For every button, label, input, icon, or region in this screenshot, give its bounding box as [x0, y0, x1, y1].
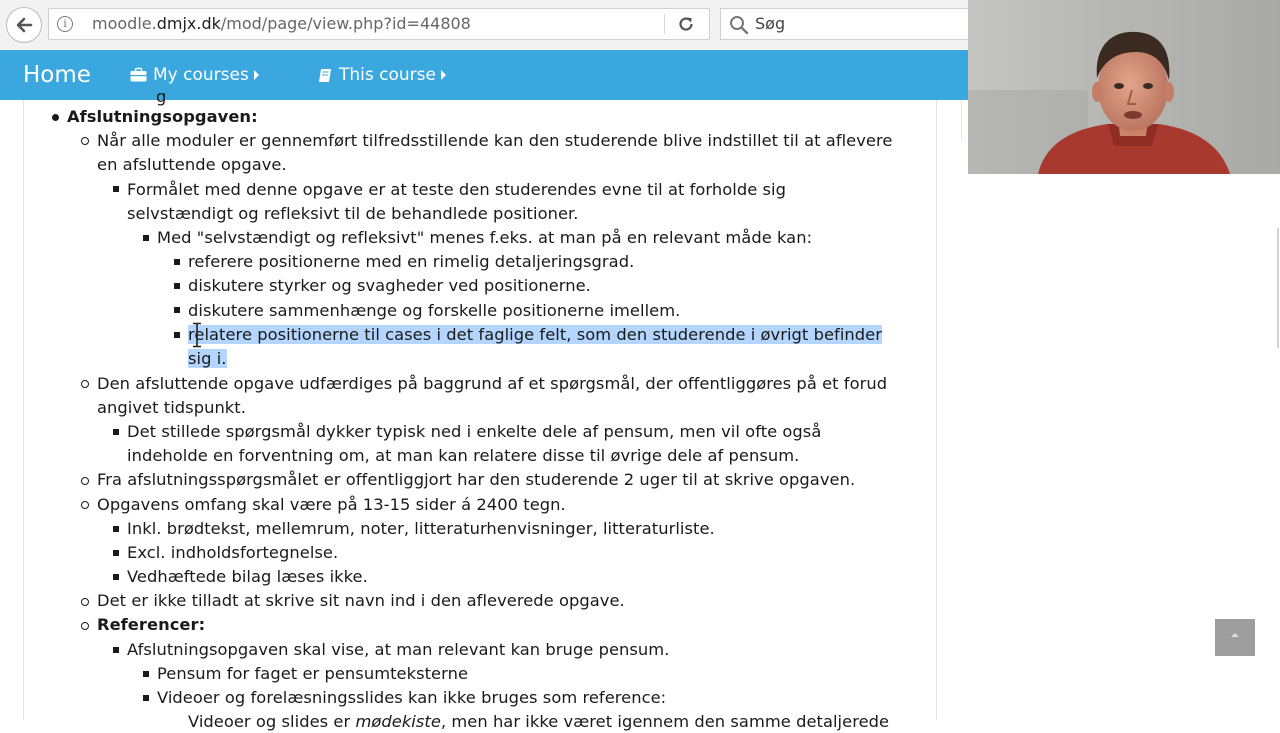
list-item-text: Formålet med denne opgave er at teste den studerendes evne til at forholde sig — [127, 180, 787, 199]
caret-right-icon — [254, 70, 259, 80]
list-item-text: Fra afslutningsspørgsmålet er offentliggjort har den studerende 2 uger til at skrive opgaven. — [97, 470, 856, 489]
list-item-text: Excl. indholdsfortegnelse. — [127, 543, 339, 562]
bullet-circle — [81, 380, 89, 388]
bullet-disc — [52, 114, 59, 121]
bullet-square — [113, 550, 119, 556]
list-item-text: Vedhæftede bilag læses ikke. — [127, 567, 368, 586]
bullet-square — [174, 283, 180, 289]
list-item-text: Inkl. brødtekst, mellemrum, noter, litteraturhenvisninger, litteraturliste. — [127, 519, 715, 538]
nav-home-link[interactable]: Home — [23, 62, 91, 88]
search-icon — [729, 15, 749, 35]
bullet-square — [174, 307, 180, 313]
bullet-square — [143, 695, 149, 701]
search-box[interactable] — [720, 8, 968, 40]
bullet-square — [113, 429, 119, 435]
bullet-circle — [81, 477, 89, 485]
list-item-text: selvstændigt og refleksivt til de behandlede positioner. — [127, 204, 579, 223]
list-item-text: angivet tidspunkt. — [97, 398, 246, 417]
bullet-square — [113, 647, 119, 653]
list-item-text: Når alle moduler er gennemført tilfredsstillende kan den studerende blive indstillet til at aflevere — [97, 131, 893, 150]
list-item-text-cut: Videoer og slides er mødekiste, men har ikke været igennem den samme detaljerede — [188, 712, 890, 731]
list-item-text: diskutere styrker og svagheder ved positionerne. — [188, 276, 591, 295]
nav-this-course-label: This course — [339, 65, 436, 85]
text-cursor-icon — [191, 322, 203, 348]
back-arrow-icon — [15, 16, 33, 34]
list-item-text: Den afsluttende opgave udfærdiges på baggrund af et spørgsmål, der offentliggøres på et forud — [97, 374, 888, 393]
book-icon — [318, 68, 333, 83]
heading-referencer: Referencer: — [97, 615, 206, 634]
webcam-overlay — [968, 0, 1280, 174]
bullet-circle — [81, 137, 89, 145]
caret-right-icon — [441, 70, 446, 80]
chevron-up-icon — [1231, 633, 1239, 637]
list-item-text: Pensum for faget er pensumteksterne — [157, 664, 469, 683]
text-selection: relatere positionerne til cases i det faglige felt, som den studerende i øvrigt befinder — [188, 325, 882, 344]
list-item-text: en afsluttende opgave. — [97, 155, 287, 174]
bullet-square — [113, 574, 119, 580]
url-text[interactable]: moodle.dmjx.dk/mod/page/view.php?id=44808 — [92, 14, 471, 33]
list-item-text: Afslutningsopgaven skal vise, at man relevant kan bruge pensum. — [127, 640, 670, 659]
back-button[interactable] — [6, 7, 42, 43]
text-selection: sig i. — [188, 349, 227, 368]
list-item-text: Det er ikke tilladt at skrive sit navn ind i den afleverede opgave. — [97, 591, 625, 610]
text-line-cut: g — [156, 87, 167, 106]
list-item-text: Med "selvstændigt og refleksivt" menes f.eks. at man på en relevant måde kan: — [157, 228, 813, 247]
heading-afslutningsopgaven: Afslutningsopgaven: — [67, 107, 258, 126]
bullet-circle — [81, 501, 89, 509]
search-input[interactable]: Søg — [755, 14, 786, 33]
bullet-square — [143, 235, 149, 241]
selected-text-line[interactable] — [188, 348, 227, 370]
list-item-text: referere positionerne med en rimelig detaljeringsgrad. — [188, 252, 635, 271]
bullet-square — [174, 332, 180, 338]
bullet-square — [113, 526, 119, 532]
address-bar-separator — [664, 14, 665, 34]
nav-my-courses-label: My courses — [153, 65, 249, 85]
list-item-text: Opgavens omfang skal være på 13-15 sider á 2400 tegn. — [97, 495, 566, 514]
list-item-text: Det stillede spørgsmål dykker typisk ned i enkelte dele af pensum, men vil ofte også — [127, 422, 822, 441]
reload-icon[interactable] — [677, 15, 695, 33]
selected-text-line[interactable] — [188, 324, 882, 346]
nav-this-course[interactable] — [318, 50, 446, 100]
bullet-square — [143, 671, 149, 677]
bullet-circle — [81, 622, 89, 630]
moodle-navbar — [0, 50, 968, 100]
bullet-square — [113, 186, 119, 192]
list-item-text: Videoer og forelæsningsslides kan ikke bruges som reference: — [157, 688, 667, 707]
info-icon[interactable]: i — [57, 16, 73, 32]
briefcase-icon — [130, 68, 147, 82]
presenter-video — [968, 0, 1280, 174]
bullet-square — [174, 259, 180, 265]
scroll-to-top-button[interactable] — [1215, 619, 1255, 656]
address-bar[interactable] — [48, 8, 710, 40]
page-scrollbar[interactable] — [1277, 228, 1279, 348]
list-item-text: indeholde en forventning om, at man kan relatere disse til øvrige dele af pensum. — [127, 446, 800, 465]
bullet-circle — [81, 598, 89, 606]
browser-toolbar — [0, 0, 968, 51]
page-content — [23, 87, 937, 731]
list-item-text: diskutere sammenhænge og forskelle positionerne imellem. — [188, 301, 681, 320]
nav-my-courses[interactable] — [130, 50, 259, 100]
